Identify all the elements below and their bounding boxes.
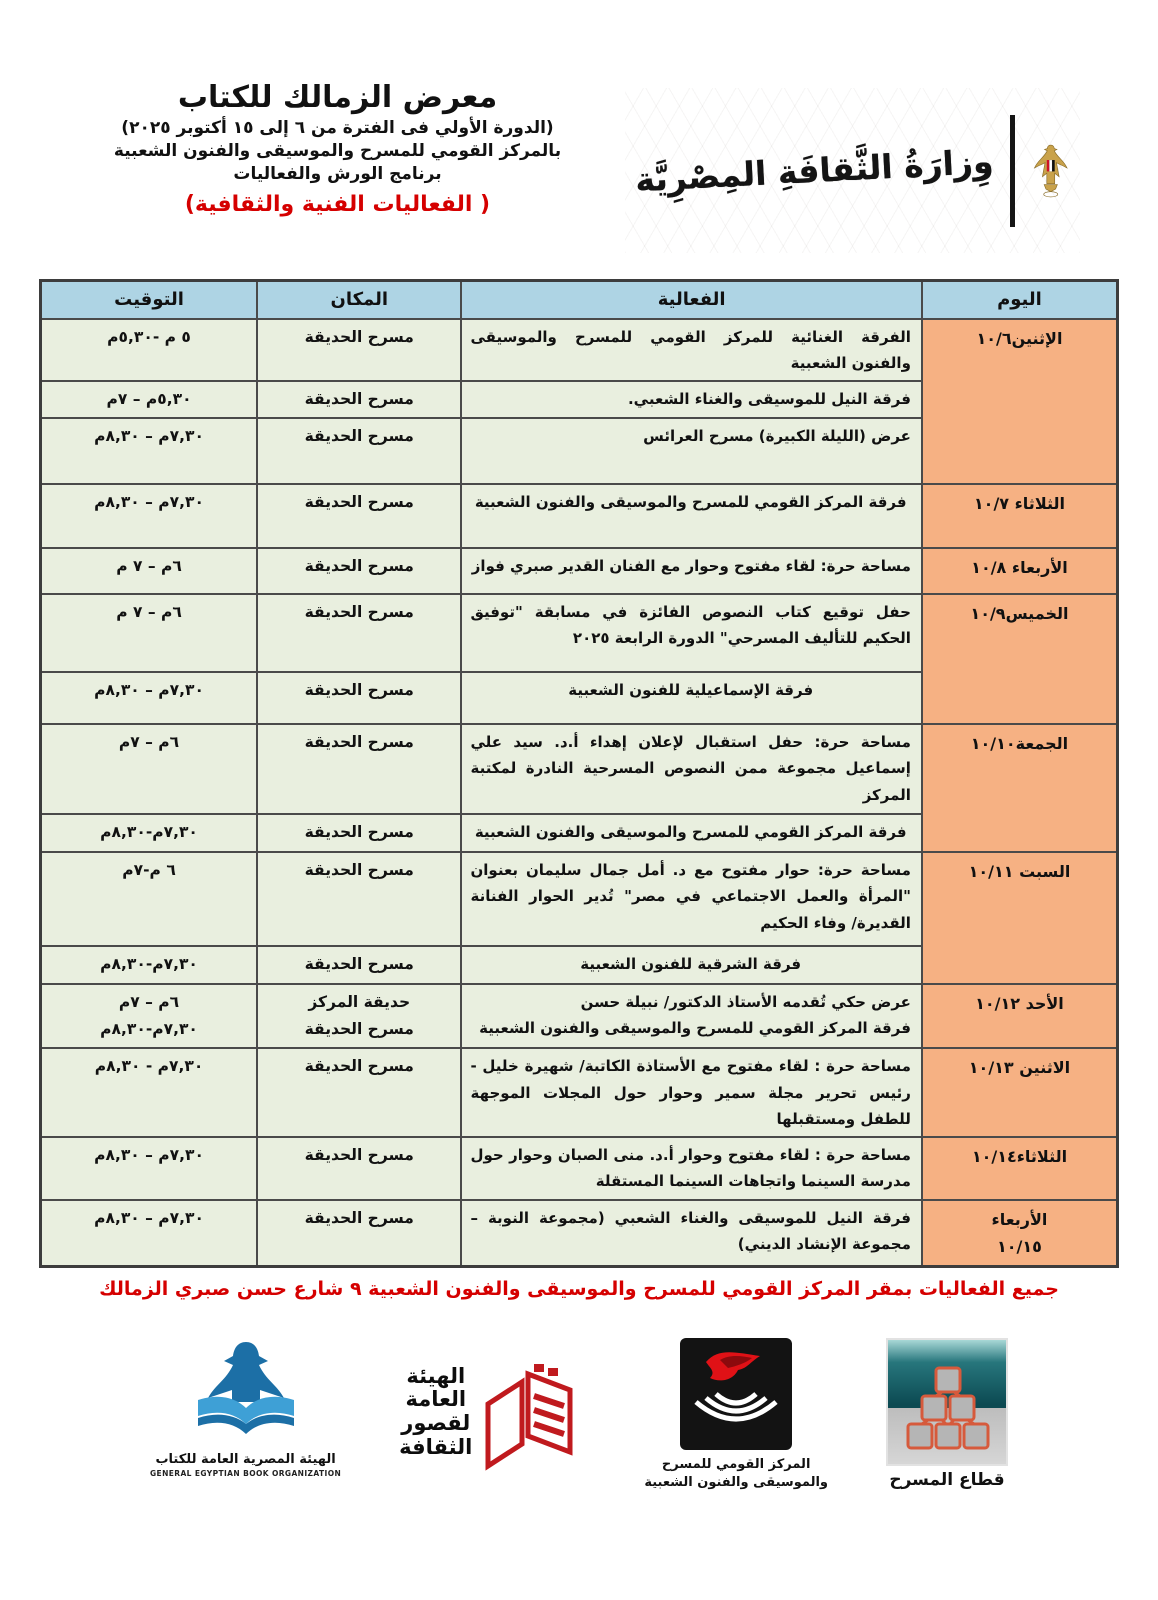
cell-text: مسرح الحديقة — [304, 427, 414, 446]
day-cell — [922, 548, 1118, 594]
fair-title: معرض الزمالك للكتاب — [177, 80, 498, 115]
cell-text: ٧,٣٠م - ٨,٣٠م — [94, 1057, 204, 1076]
cell-text: ٧,٣٠م-٨,٣٠م — [100, 823, 198, 842]
fair-venue-line: بالمركز القومي للمسرح والموسيقى والفنون الشعبية — [113, 141, 562, 161]
palaces-line: لقصور — [401, 1411, 471, 1435]
column-header-time: التوقيت — [41, 281, 258, 319]
cell-text: الجمعة١٠/١٠ — [970, 734, 1069, 754]
cell-text: حفل توقيع كتاب النصوص الفائزة في مسابقة "توفيق الحكيم للتأليف المسرحي" الدورة الرابعة ٢٠٢٥ — [470, 603, 911, 648]
cell-text: مسرح الحديقة — [304, 603, 414, 622]
cell-text: مسرح الحديقة — [304, 1146, 414, 1165]
cell-text: مساحة حرة: حوار مفتوح مع د. أمل جمال سليمان بعنوان "المرأة والعمل الاجتماعي في مصر" تُدير الحوار الفنانة القديرة/ وفاء الحكيم — [470, 861, 911, 932]
event-cell — [461, 672, 921, 724]
day-cell — [922, 1137, 1118, 1200]
cell-text: الاثنين ١٠/١٣ — [968, 1058, 1071, 1078]
cell-text: مسرح الحديقة — [304, 955, 414, 974]
table-row — [41, 1137, 1118, 1200]
ncta-logo — [644, 1338, 828, 1491]
place-cell — [257, 548, 461, 594]
day-cell — [922, 1200, 1118, 1267]
cell-text: ٧,٣٠م – ٨,٣٠م — [94, 427, 204, 446]
cell-text: مساحة حرة: لقاء مفتوح وحوار مع الفنان القدير صبري فواز — [471, 557, 911, 576]
cell-text: الأربعاء — [991, 1209, 1048, 1229]
cell-text: الأحد ١٠/١٢ — [975, 994, 1064, 1014]
time-cell — [41, 484, 258, 548]
cell-text: مسرح الحديقة — [304, 681, 414, 700]
gebo-pharaoh-book-icon — [186, 1338, 306, 1446]
cell-text: مسرح الحديقة — [304, 861, 414, 880]
schedule-head — [41, 281, 1118, 319]
day-cell — [922, 319, 1118, 485]
table-row — [41, 1048, 1118, 1137]
table-row — [41, 484, 1118, 548]
event-cell — [461, 814, 921, 852]
cell-text: مسرح الحديقة — [304, 327, 414, 346]
fair-program-line: برنامج الورش والفعاليات — [233, 164, 442, 184]
day-cell — [922, 852, 1118, 984]
table-row — [41, 594, 1118, 672]
cell-text: عرض حكي تُقدمه الأستاذ الدكتور/ نبيلة حسن — [580, 993, 911, 1012]
theatre-sector-icon — [886, 1338, 1008, 1466]
cell-text: مسرح الحديقة — [304, 1057, 414, 1076]
ministry-name-calligraphy: وِزارَةُ الثَّقافَةِ المِصْرِيَّة — [634, 141, 995, 200]
event-cell — [461, 1137, 921, 1200]
event-cell — [461, 594, 921, 672]
gebo-logo — [150, 1338, 341, 1478]
time-cell — [41, 672, 258, 724]
cultural-palaces-text — [399, 1365, 472, 1459]
cell-text: الأربعاء ١٠/٨ — [971, 558, 1068, 578]
time-cell — [41, 548, 258, 594]
header-row — [41, 281, 1118, 319]
day-cell — [922, 594, 1118, 724]
cell-text: الخميس١٠/٩ — [970, 604, 1069, 624]
cell-text: مسرح الحديقة — [304, 390, 414, 408]
egypt-eagle-icon — [1031, 106, 1071, 236]
place-cell — [257, 418, 461, 484]
ncta-flame-arcs-icon — [680, 1338, 792, 1450]
time-cell — [41, 1048, 258, 1137]
table-row — [41, 984, 1118, 1048]
ncta-caption — [644, 1456, 828, 1491]
table-row — [41, 852, 1118, 946]
column-header-day: اليوم — [922, 281, 1118, 319]
place-cell — [257, 381, 461, 418]
cell-text: مسرح الحديقة — [304, 1020, 414, 1039]
cell-text: ١٠/١٥ — [997, 1236, 1042, 1256]
place-cell — [257, 1200, 461, 1267]
cell-text: ٧,٣٠م – ٨,٣٠م — [94, 681, 204, 700]
ministry-of-culture-logo — [625, 88, 1080, 253]
cell-text: ٦م – ٧م — [118, 733, 180, 752]
ncta-caption-line: والموسيقى والفنون الشعبية — [644, 1474, 828, 1490]
event-cell — [461, 418, 921, 484]
place-cell — [257, 319, 461, 382]
cell-text: مسرح الحديقة — [304, 493, 414, 512]
cell-text: مساحة حرة: حفل استقبال لإعلان إهداء أ.د. سيد علي إسماعيل مجموعة ممن النصوص المسرحية النادرة لمكتبة المركز — [470, 733, 911, 804]
table-row — [41, 548, 1118, 594]
cell-text: مسرح الحديقة — [304, 1208, 414, 1227]
theatre-sector-squares-icon — [888, 1340, 1006, 1464]
place-cell — [257, 1048, 461, 1137]
cell-text: الفرقة الغنائية للمركز القومي للمسرح والموسيقى والفنون الشعبية — [470, 327, 911, 372]
cultural-palaces-building-icon — [482, 1352, 586, 1472]
cell-text: ٧,٣٠م – ٨,٣٠م — [94, 1146, 204, 1165]
cell-text: حديقة المركز — [308, 993, 411, 1012]
cell-text: مسرح الحديقة — [304, 557, 414, 576]
logo-divider — [1010, 115, 1015, 227]
title-block — [50, 70, 625, 217]
day-cell — [922, 984, 1118, 1048]
schedule-table — [39, 279, 1119, 1268]
cell-text: السبت ١٠/١١ — [968, 862, 1071, 882]
cell-text: ٧,٣٠م – ٨,٣٠م — [94, 493, 204, 512]
cell-text: ٧,٣٠م – ٨,٣٠م — [94, 1208, 204, 1227]
event-cell — [461, 724, 921, 814]
cell-text: ٦م – ٧م — [118, 993, 180, 1012]
cell-text: ٥,٣٠م – ٧م — [106, 390, 192, 408]
place-cell — [257, 484, 461, 548]
cell-text: الإثنين١٠/٦ — [976, 328, 1063, 348]
place-cell — [257, 724, 461, 814]
cell-text: الثلاثاء١٠/١٤ — [971, 1147, 1068, 1167]
cell-text: مسرح الحديقة — [304, 823, 414, 842]
partner-logos — [0, 1338, 1158, 1491]
event-cell — [461, 1048, 921, 1137]
time-cell — [41, 814, 258, 852]
day-cell — [922, 1048, 1118, 1137]
event-cell — [461, 319, 921, 382]
cell-text: ٥ م -٥,٣٠م — [107, 327, 191, 346]
cell-text: ٧,٣٠م-٨,٣٠م — [100, 955, 198, 974]
palaces-line: الثقافة — [399, 1434, 473, 1459]
ncta-icon — [680, 1338, 792, 1450]
place-cell — [257, 814, 461, 852]
column-header-place: المكان — [257, 281, 461, 319]
time-cell — [41, 381, 258, 418]
cell-text: ٧,٣٠م-٨,٣٠م — [100, 1020, 198, 1039]
event-cell — [461, 548, 921, 594]
table-row — [41, 724, 1118, 814]
cultural-palaces-logo — [399, 1352, 586, 1472]
time-cell — [41, 946, 258, 984]
event-cell — [461, 1200, 921, 1267]
cell-text: مسرح الحديقة — [304, 733, 414, 752]
cell-text: فرقة المركز القومي للمسرح والموسيقى والفنون الشعبية — [479, 1019, 911, 1038]
document-header — [0, 70, 1158, 253]
table-row — [41, 1200, 1118, 1267]
time-cell — [41, 594, 258, 672]
venue-note: جميع الفعاليات بمقر المركز القومي للمسرح والموسيقى والفنون الشعبية ٩ شارع حسن صبري الزمالك — [99, 1278, 1059, 1300]
place-cell — [257, 1137, 461, 1200]
cell-text: فرقة الإسماعيلية للفنون الشعبية — [568, 681, 814, 700]
time-cell — [41, 1137, 258, 1200]
column-header-event: الفعالية — [461, 281, 921, 319]
place-cell — [257, 594, 461, 672]
day-cell — [922, 724, 1118, 852]
ncta-caption-line: المركز القومي للمسرح — [661, 1457, 811, 1472]
cell-text: فرقة الشرقية للفنون الشعبية — [580, 955, 802, 974]
table-row — [41, 319, 1118, 382]
cell-text: فرقة المركز القومي للمسرح والموسيقى والفنون الشعبية — [474, 823, 907, 842]
palaces-line: الهيئة — [406, 1363, 466, 1388]
place-cell — [257, 672, 461, 724]
event-cell — [461, 381, 921, 418]
schedule-body — [41, 319, 1118, 1267]
theatre-sector-caption: قطاع المسرح — [889, 1470, 1005, 1490]
cell-text: فرقة النيل للموسيقى والغناء الشعبي. — [627, 390, 911, 408]
cell-text: مساحة حرة : لقاء مفتوح وحوار أ.د. منى الصبان وحوار حول مدرسة السينما واتجاهات السينما المستقلة — [470, 1146, 911, 1191]
place-cell — [257, 852, 461, 946]
time-cell — [41, 852, 258, 946]
cell-text: عرض (الليلة الكبيرة) مسرح العرائس — [643, 427, 911, 446]
day-cell — [922, 484, 1118, 548]
time-cell — [41, 724, 258, 814]
cell-text: الثلاثاء ١٠/٧ — [973, 494, 1065, 514]
theatre-sector-logo — [886, 1338, 1008, 1490]
gebo-caption-english: GENERAL EGYPTIAN BOOK ORGANIZATION — [149, 1469, 342, 1478]
time-cell — [41, 984, 258, 1048]
cell-text: فرقة النيل للموسيقى والغناء الشعبي (مجموعة النوبة – مجموعة الإنشاد الديني) — [470, 1208, 911, 1253]
event-cell — [461, 984, 921, 1048]
cell-text: ٦م – ٧ م — [116, 557, 182, 576]
cell-text: ٦م – ٧ م — [116, 603, 182, 622]
fair-events-subtitle: ( الفعاليات الفنية والثقافية) — [184, 192, 491, 217]
fair-session-line: (الدورة الأولي فى الفترة من ٦ إلى ١٥ أكتوبر ٢٠٢٥) — [121, 118, 554, 138]
event-cell — [461, 946, 921, 984]
time-cell — [41, 418, 258, 484]
cell-text: ٦ م-٧م — [122, 861, 176, 880]
event-cell — [461, 484, 921, 548]
cell-text: مساحة حرة : لقاء مفتوح مع الأستاذة الكاتبة/ شهيرة خليل - رئيس تحرير مجلة سمير وحوار حول المجلات الموجهة للطفل ومستقبلها — [470, 1057, 911, 1128]
cell-text: فرقة المركز القومي للمسرح والموسيقى والفنون الشعبية — [474, 493, 907, 512]
place-cell — [257, 984, 461, 1048]
event-cell — [461, 852, 921, 946]
time-cell — [41, 1200, 258, 1267]
time-cell — [41, 319, 258, 382]
palaces-line: العامة — [405, 1387, 467, 1412]
gebo-caption-arabic: الهيئة المصرية العامة للكتاب — [155, 1452, 336, 1467]
place-cell — [257, 946, 461, 984]
